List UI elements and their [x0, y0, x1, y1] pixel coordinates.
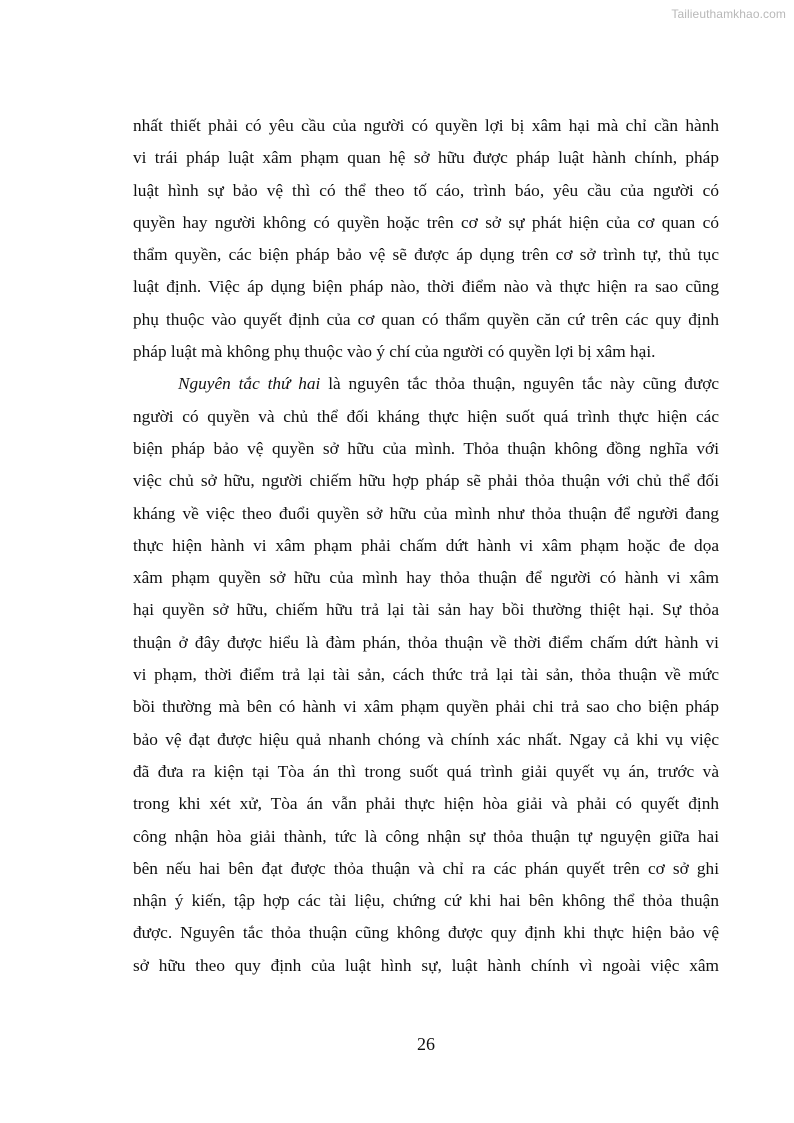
document-body [133, 110, 719, 982]
text-line: biện pháp bảo vệ quyền sở hữu của mình. Thỏa thuận không đồng nghĩa với [133, 438, 719, 458]
principle-heading: Nguyên tắc thứ hai [178, 374, 321, 394]
text-line: được. Nguyên tắc thỏa thuận cũng không được quy định khi thực hiện bảo vệ [133, 923, 719, 943]
text-line: đã đưa ra kiện tại Tòa án thì trong suốt quá trình giải quyết vụ án, trước và [133, 761, 719, 781]
text-line: hại quyền sở hữu, chiếm hữu trả lại tài sản hay bồi thường thiệt hại. Sự thỏa [133, 600, 719, 620]
text-line: nhận ý kiến, tập hợp các tài liệu, chứng cứ khi hai bên không thể thỏa thuận [133, 891, 719, 911]
text-line: luật hình sự bảo vệ thì có thể theo tố cáo, trình báo, yêu cầu của người có [133, 180, 719, 200]
text-line: xâm phạm quyền sở hữu của mình hay thỏa thuận để người có hành vi xâm [133, 568, 719, 588]
text-line [133, 368, 719, 400]
text-line: quyền hay người không có quyền hoặc trên cơ sở sự phát hiện của cơ quan có [133, 212, 719, 232]
text-line: thẩm quyền, các biện pháp bảo vệ sẽ được áp dụng trên cơ sở trình tự, thủ tục [133, 245, 719, 265]
text-line: thực hiện hành vi xâm phạm phải chấm dứt hành vi xâm phạm hoặc đe dọa [133, 535, 719, 555]
text-line: bồi thường mà bên có hành vi xâm phạm quyền phải chi trả sao cho biện pháp [133, 697, 719, 717]
text-line: bảo vệ đạt được hiệu quả nhanh chóng và chính xác nhất. Ngay cả khi vụ việc [133, 729, 719, 749]
text-line: việc chủ sở hữu, người chiếm hữu hợp pháp sẽ phải thỏa thuận với chủ thể đối [133, 471, 719, 491]
text-line: người có quyền và chủ thể đối kháng thực hiện suốt quá trình thực hiện các [133, 406, 719, 426]
text-line: công nhận hòa giải thành, tức là công nhận sự thỏa thuận tự nguyện giữa hai [133, 826, 719, 846]
watermark: Tailieuthamkhao.com [671, 7, 786, 21]
text-line: sở hữu theo quy định của luật hình sự, luật hành chính vì ngoài việc xâm [133, 955, 719, 975]
text-line: bên nếu hai bên đạt được thỏa thuận và chỉ ra các phán quyết trên cơ sở ghi [133, 858, 719, 878]
paragraph-1 [133, 110, 719, 368]
text-line: pháp luật mà không phụ thuộc vào ý chí của người có quyền lợi bị xâm hại. [133, 342, 656, 362]
text-line: phụ thuộc vào quyết định của cơ quan có thẩm quyền căn cứ trên các quy định [133, 309, 719, 329]
text-line: thuận ở đây được hiểu là đàm phán, thỏa thuận về thời điểm chấm dứt hành vi [133, 632, 719, 652]
text-line: trong khi xét xử, Tòa án vẫn phải thực hiện hòa giải và phải có quyết định [133, 794, 719, 814]
text-line: nhất thiết phải có yêu cầu của người có quyền lợi bị xâm hại mà chỉ cần hành [133, 116, 719, 135]
text-line: kháng về việc theo đuổi quyền sở hữu của mình như thỏa thuận để người đang [133, 503, 719, 523]
text-line: luật định. Việc áp dụng biện pháp nào, thời điểm nào và thực hiện ra sao cũng [133, 277, 719, 297]
page-number: 26 [417, 1034, 435, 1054]
text-line: vi trái pháp luật xâm phạm quan hệ sở hữu được pháp luật hành chính, pháp [133, 148, 719, 168]
paragraph-2 [133, 368, 719, 982]
text-line: vi phạm, thời điểm trả lại tài sản, cách thức trả lại tài sản, thỏa thuận về mức [133, 665, 719, 685]
text-fragment: là nguyên tắc thỏa thuận, nguyên tắc này cũng được [320, 374, 720, 394]
